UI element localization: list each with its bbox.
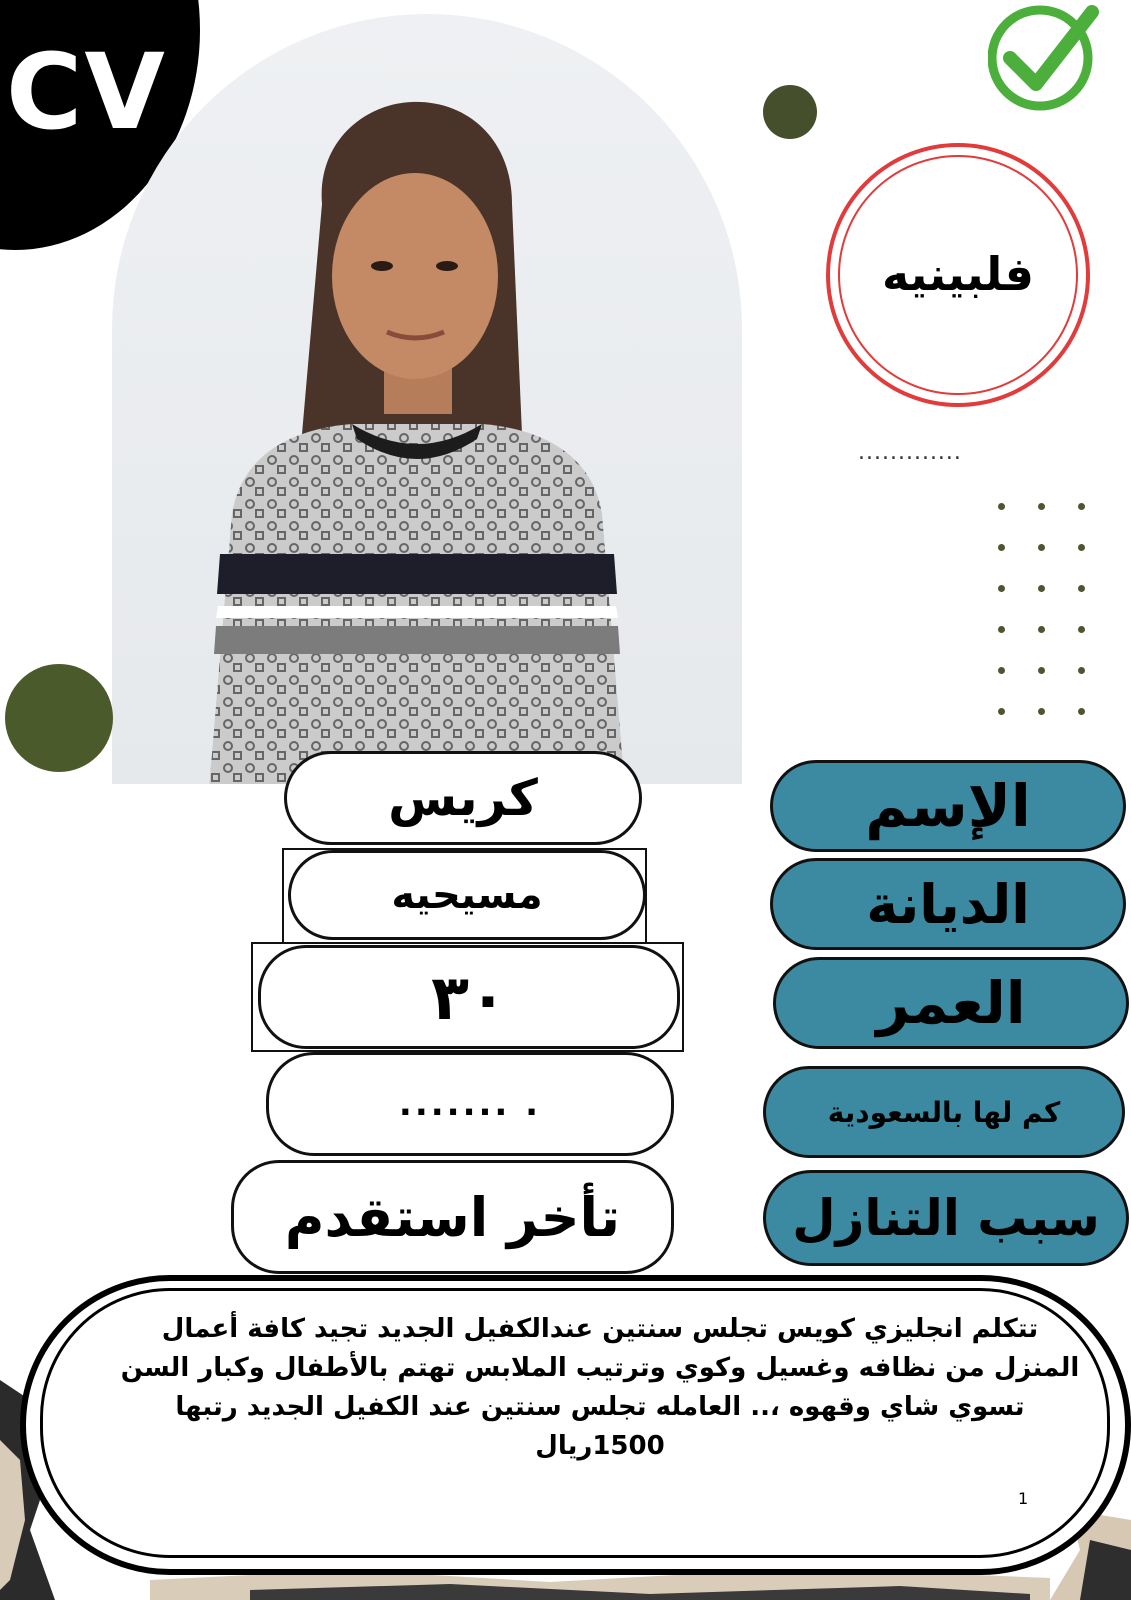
value-name: كريس [284, 751, 642, 845]
page-number: 1 [1018, 1489, 1029, 1508]
worker-photo [112, 14, 742, 784]
label-name: الإسم [770, 760, 1126, 852]
nationality-stamp [826, 143, 1090, 407]
check-circle-icon [988, 0, 1108, 120]
person-illustration [112, 14, 742, 784]
value-religion: مسيحيه [288, 850, 646, 940]
cv-label: CV [6, 31, 167, 153]
olive-dot-decoration [763, 85, 817, 139]
olive-dot-decoration-large [5, 664, 113, 772]
value-reason: تأخر استقدم [231, 1160, 674, 1274]
label-age: العمر [773, 957, 1129, 1049]
label-time-in-saudi: كم لها بالسعودية [763, 1066, 1125, 1158]
dotted-placeholder: ............. [858, 440, 962, 464]
value-age: ٣٠ [258, 945, 680, 1049]
label-religion: الديانة [770, 858, 1126, 950]
description-text: تتكلم انجليزي كويس تجلس سنتين عندالكفيل الجديد تجيد كافة أعمال المنزل من نظافه وغسيل وكوي وترتيب الملابس تهتم بالأطفال وكبار السن تسوي شاي وقهوه ،.. العامله تجلس سنتين عند الكفيل الجديد رتبها 1500ريال [120, 1314, 1080, 1461]
value-time-in-saudi: ....... . [266, 1052, 674, 1156]
nationality-label: فلبينيه [882, 247, 1034, 301]
label-reason: سبب التنازل [763, 1170, 1129, 1266]
